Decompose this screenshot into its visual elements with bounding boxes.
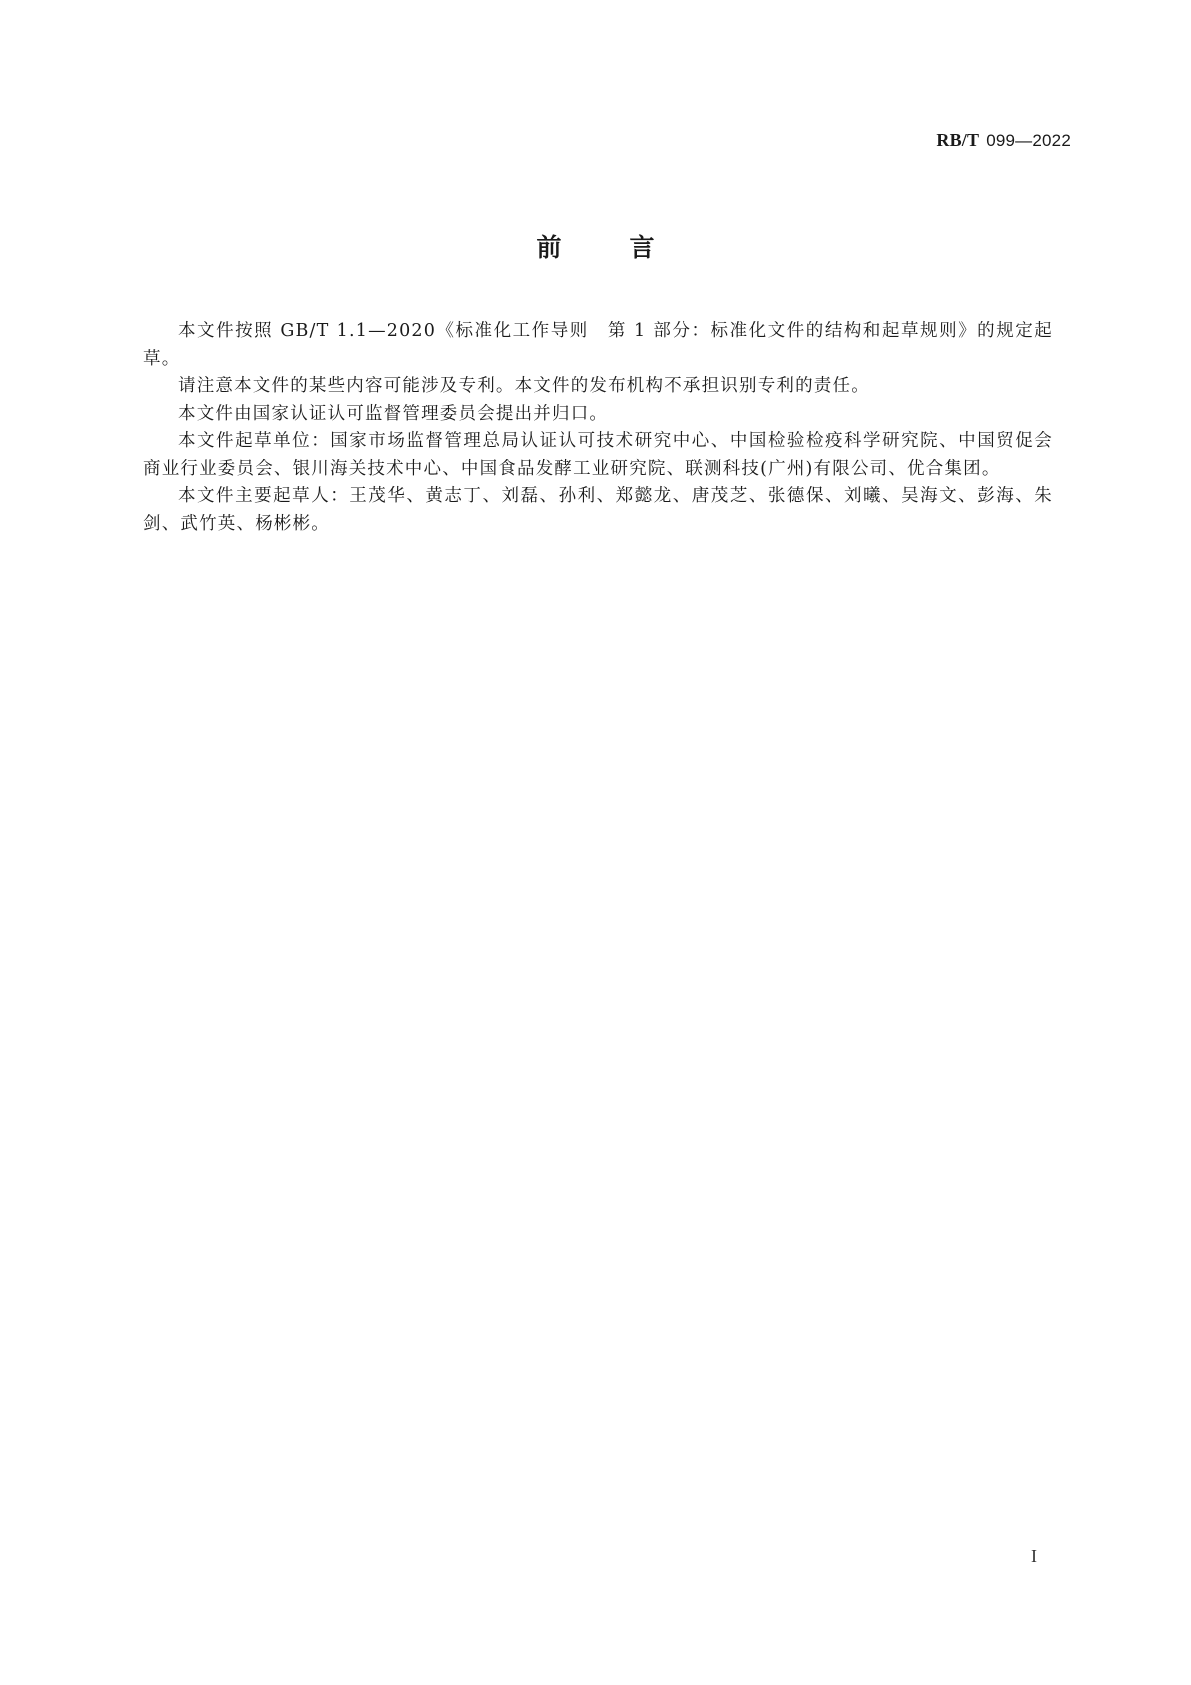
paragraph-drafting-units: 本文件起草单位：国家市场监督管理总局认证认可技术研究中心、中国检验检疫科学研究院、中国贸促会商业行业委员会、银川海关技术中心、中国食品发酵工业研究院、联测科技(广州)有限公司、优合集团。	[143, 431, 1053, 479]
standard-code-header	[936, 130, 1071, 151]
paragraph-proposer: 本文件由国家认证认可监督管理委员会提出并归口。	[178, 403, 609, 424]
paragraph-drafting-rules: 本文件按照 GB/T 1.1—2020《标准化工作导则 第 1 部分：标准化文件的结构和起草规则》的规定起草。	[143, 321, 1053, 369]
page-title	[0, 228, 1191, 264]
page-number: I	[1031, 1546, 1037, 1566]
title-char-1: 前	[536, 233, 562, 262]
standard-code-number: 099—2022	[986, 131, 1071, 150]
standard-code-prefix: RB/T	[936, 130, 980, 150]
paragraph-drafters: 本文件主要起草人：王茂华、黄志丁、刘磊、孙利、郑懿龙、唐茂芝、张德保、刘曦、吴海文、彭海、朱剑、武竹英、杨彬彬。	[143, 486, 1053, 534]
foreword-body	[143, 318, 1053, 538]
title-char-2: 言	[629, 233, 655, 262]
paragraph-patent-notice: 请注意本文件的某些内容可能涉及专利。本文件的发布机构不承担识别专利的责任。	[178, 376, 870, 396]
